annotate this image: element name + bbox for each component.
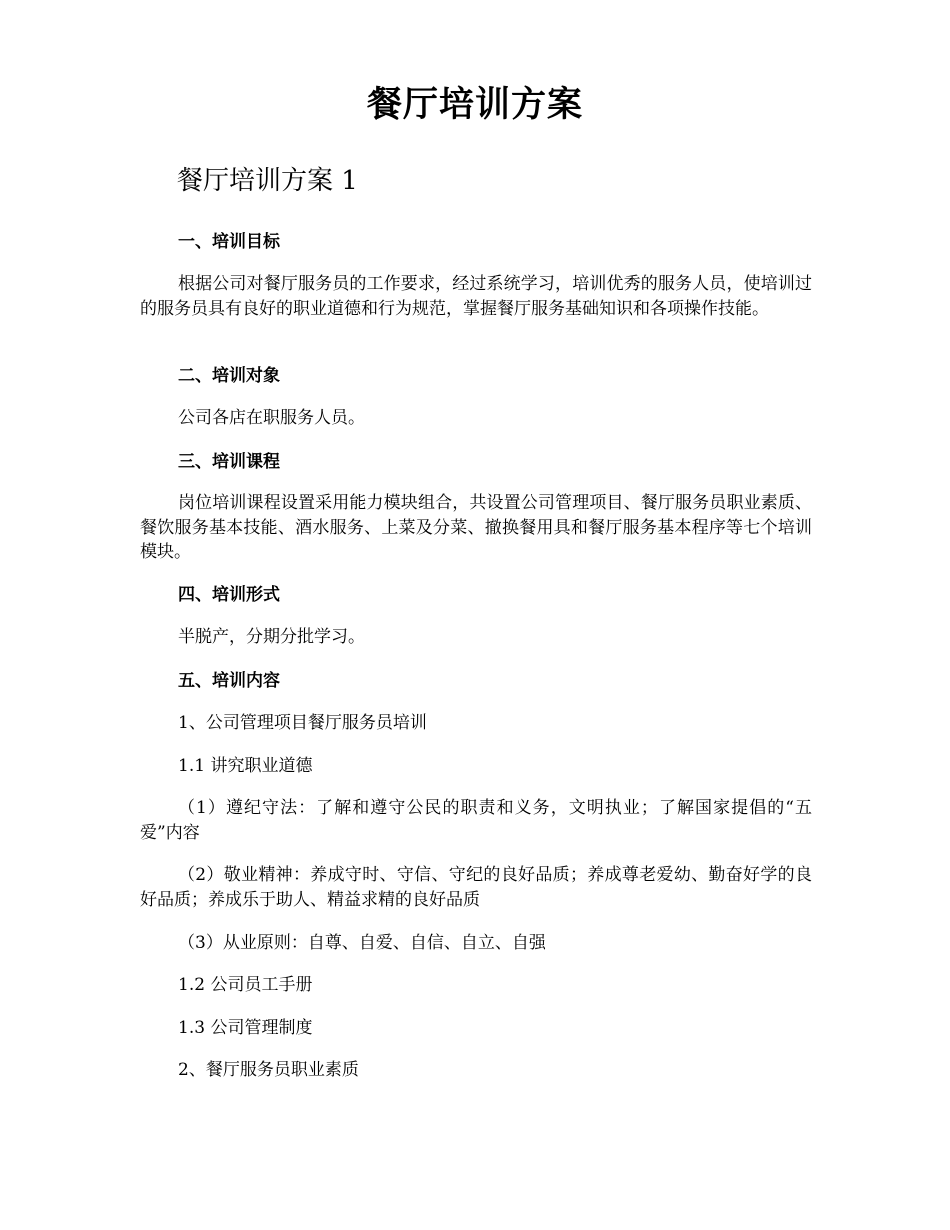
document-title: 餐厅培训方案: [366, 84, 583, 125]
paragraph-training-courses: 岗位培训课程设置采用能力模块组合，共设置公司管理项目、餐厅服务员职业素质、餐饮服务基本技能、酒水服务、上菜及分菜、撤换餐用具和餐厅服务基本程序等七个培训模块。: [140, 493, 812, 562]
content-item-2: 2、餐厅服务员职业素质: [178, 1060, 359, 1080]
paragraph-training-goal: 根据公司对餐厅服务员的工作要求，经过系统学习，培训优秀的服务人员，使培训过的服务员具有良好的职业道德和行为规范，掌握餐厅服务基础知识和各项操作技能。: [140, 274, 812, 319]
heading-training-courses: 三、培训课程: [178, 452, 280, 472]
heading-training-target: 二、培训对象: [178, 366, 280, 386]
content-item-1-2: 1.2 公司员工手册: [178, 975, 313, 995]
content-item-1: 1、公司管理项目餐厅服务员培训: [178, 713, 427, 733]
heading-training-format: 四、培训形式: [178, 585, 280, 605]
content-item-1-1-3: （3）从业原则：自尊、自爱、自信、自立、自强: [178, 933, 546, 953]
paragraph-training-format: 半脱产，分期分批学习。: [178, 627, 365, 647]
content-item-1-1: 1.1 讲究职业道德: [178, 756, 313, 776]
content-item-1-1-1: （1）遵纪守法：了解和遵守公民的职责和义务，文明执业；了解国家提倡的“五爱”内容: [140, 798, 812, 843]
heading-training-content: 五、培训内容: [178, 671, 280, 691]
heading-training-goal: 一、培训目标: [178, 232, 280, 252]
content-item-1-1-2: （2）敬业精神：养成守时、守信、守纪的良好品质；养成尊老爱幼、勤奋好学的良好品质；养成乐于助人、精益求精的良好品质: [140, 865, 812, 910]
content-item-1-3: 1.3 公司管理制度: [178, 1018, 313, 1038]
paragraph-training-target: 公司各店在职服务人员。: [178, 408, 365, 428]
section-title: 餐厅培训方案 1: [177, 166, 358, 196]
